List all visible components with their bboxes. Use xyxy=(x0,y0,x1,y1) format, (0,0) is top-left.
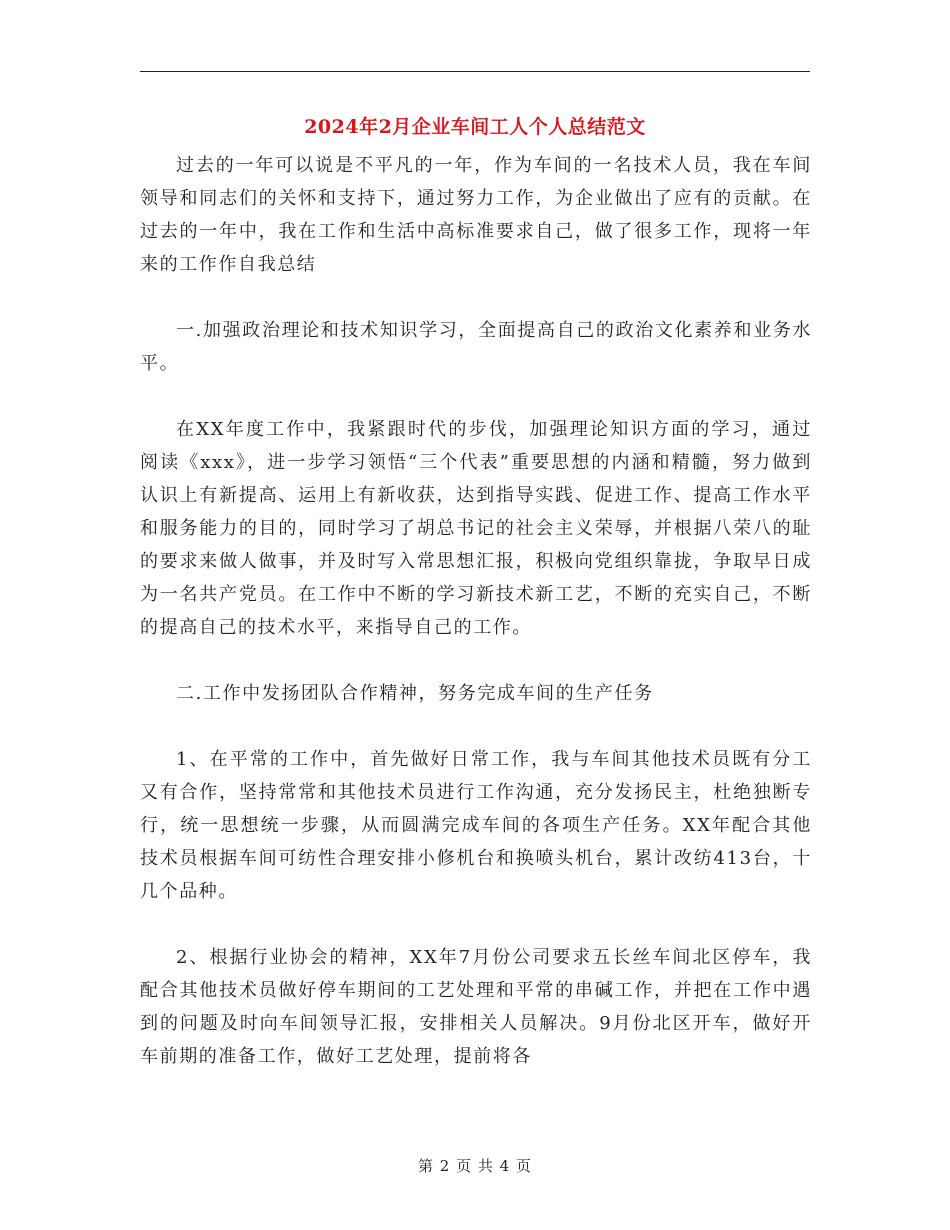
paragraph: 在XX年度工作中，我紧跟时代的步伐，加强理论知识方面的学习，通过阅读《xxx》，进一步学习领悟“三个代表”重要思想的内涵和精髓，努力做到认识上有新提高、运用上有新收获，达到指导实践、促进工作、提高工作水平和服务能力的目的，同时学习了胡总书记的社会主义荣辱，并根据八荣八的耻的要求来做人做事，并及时写入常思想汇报，积极向党组织靠拢，争取早日成为一名共产党员。在工作中不断的学习新技术新工艺，不断的充实自己，不断的提高自己的技术水平，来指导自己的工作。 xyxy=(140,419,812,638)
page-number: 第 2 页 共 4 页 xyxy=(418,1157,532,1175)
section-heading: 一.加强政治理论和技术知识学习，全面提高自己的政治文化素养和业务水平。 xyxy=(140,320,812,374)
document-body xyxy=(140,149,812,1073)
paragraph: 2、根据行业协会的精神，XX年7月份公司要求五长丝车间北区停车，我配合其他技术员做好停车期间的工艺处理和平常的串碱工作，并把在工作中遇到的问题及时向车间领导汇报，安排相关人员解决。9月份北区开车，做好开车前期的准备工作，做好工艺处理，提前将各 xyxy=(140,947,812,1067)
section-heading: 二.工作中发扬团队合作精神，努务完成车间的生产任务 xyxy=(176,683,654,704)
header-rule xyxy=(140,71,810,72)
paragraph: 过去的一年可以说是不平凡的一年，作为车间的一名技术人员，我在车间领导和同志们的关怀和支持下，通过努力工作，为企业做出了应有的贡献。在过去的一年中，我在工作和生活中高标准要求自己，做了很多工作，现将一年来的工作作自我总结 xyxy=(140,155,812,275)
document-title: 2024年2月企业车间工人个人总结范文 xyxy=(304,116,646,138)
paragraph: 1、在平常的工作中，首先做好日常工作，我与车间其他技术员既有分工又有合作，坚持常常和其他技术员进行工作沟通，充分发扬民主，杜绝独断专行，统一思想统一步骤，从而圆满完成车间的各项生产任务。XX年配合其他技术员根据车间可纺性合理安排小修机台和换喷头机台，累计改纺413台，十几个品种。 xyxy=(140,749,812,902)
